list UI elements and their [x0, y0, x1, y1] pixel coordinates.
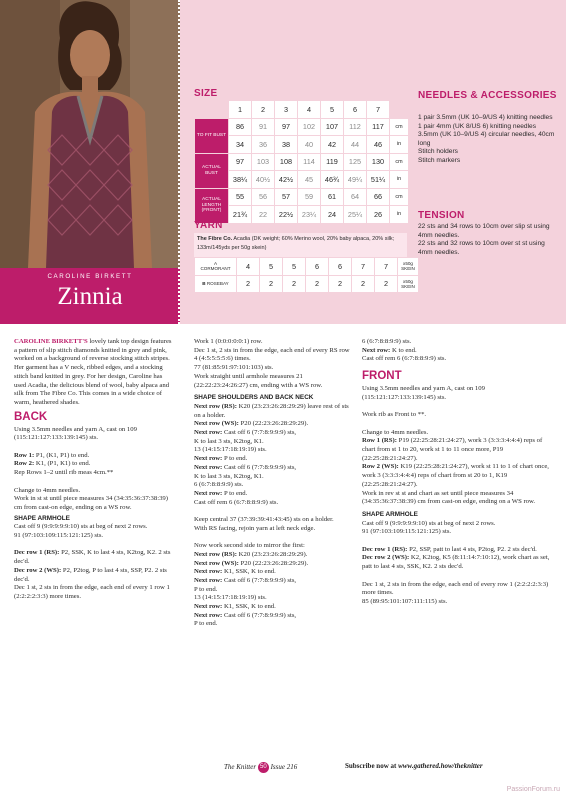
front-heading: FRONT [362, 370, 402, 383]
title-banner [0, 268, 180, 324]
footer-right: Subscribe now at www.gathered.how/theknitter [345, 762, 483, 770]
row-label: ACTUAL LENGTH (FRONT) [195, 189, 228, 223]
needles-heading: NEEDLES & ACCESSORIES [418, 90, 557, 101]
model-photo [0, 0, 180, 268]
row-label: TO FIT BUST [195, 119, 228, 153]
actual-bust-in-row: 38¼ 40½ 42½ 45 46¾ 49¼ 51¼ in [195, 171, 408, 188]
row-label: ACTUAL BUST [195, 154, 228, 188]
pattern-title: Zinnia [57, 283, 123, 310]
page-number: 50 [258, 762, 269, 773]
shape-armhole-heading: SHAPE ARMHOLE [14, 514, 70, 522]
actual-bust-cm-row: ACTUAL BUST 97 103 108 114 119 125 130 cm [195, 154, 408, 171]
yarn-table [194, 257, 419, 293]
column-2: Work 1 (0:0:0:0:0:1) row. Dec 1 st, 2 sts in from the edge, each end of every RS row 4 (4:5:5:5:5:6) times. 77 (81:85:91:97:101:103) sts. Work straight until armhole measures 21 (22:22:23:24:26:27) cm, ending with a WS row. SHAPE SHOULDERS AND BACK NECK Next row (RS): K20 (23:23:26:28:29:29) leave rest of sts on a holder. Next row (WS): P20 (22:23:26:28:29:29). Next row: Cast off 6 (7:7:8:9:9:9) sts, K to last 3 sts, K2tog, K1. 13 (14:15:17:18:19:19) sts. Next row: P to end. Next row: Cast off 6 (7:7:8:9:9:9) sts, K to last 3 sts, K2tog, K1. 6 (6:7:8:8:9:9) sts. Next row: P to end. Cast off rem 6 (6:7:8:8:9:9) sts. Keep central 37 (37:39:39:41:43:45) sts on a holder. With RS facing, rejoin yarn at left neck edge. Now work second side to mirror the first: Next row (RS): K20 (23:23:26:28:29:29). Next row (WS): P20 (22:23:26:28:29:29). Next row: K1, SSK, K to end. Next row: Cast off 6 (7:7:8:9:9:9) sts, P to end. 13 (14:15:17:18:19:19) sts. Next row: K1, SSK, K to end. Next row: Cast off 6 (7:7:8:9:9:9) sts, P to end. [194, 338, 354, 629]
size-header-row: 1 2 3 4 5 6 7 [195, 101, 408, 118]
size-table [194, 100, 409, 224]
tension-text: 22 sts and 34 rows to 10cm over slip st using 4mm needles. 22 sts and 32 rows to 10cm over st st using 4mm needles. [418, 223, 550, 256]
actual-length-cm-row: ACTUAL LENGTH (FRONT) 55 56 57 59 61 64 66 cm [195, 189, 408, 206]
designer-name: CAROLINE BIRKETT [47, 273, 133, 280]
needles-list: 1 pair 3.5mm (UK 10–9/US 4) knitting needles 1 pair 4mm (UK 8/US 6) knitting needles 3.5mm (UK 10–9/US 4) circular needles, 40cm long Stitch holders Stitch markers [418, 114, 555, 164]
footer-left: The Knitter 50 Issue 216 [224, 763, 298, 772]
watermark: PassionForum.ru [506, 786, 560, 793]
back-heading: BACK [14, 410, 48, 423]
yarn-heading: YARN [194, 220, 223, 231]
yarn-description: The Fibre Co. Acadia (DK weight; 60% Merino wool, 20% baby alpaca, 20% silk; 133m/145yds per 50g skein) [194, 233, 407, 257]
actual-length-in-row: 21¾ 22 22½ 23¼ 24 25¼ 26 in [195, 206, 408, 223]
tension-heading: TENSION [418, 210, 465, 221]
to-fit-bust-in-row: 34 36 38 40 42 44 46 in [195, 136, 408, 153]
size-heading: SIZE [194, 88, 218, 99]
intro-paragraph: CAROLINE BIRKETT'S lovely tank top design features a pattern of slip stitch diamonds knitted in grey and pink, worked on a background of reverse stocking stitch stripes. Her garment has a V neck, ribbed edges, and a stocking stitch band knitted in grey. For her design, Caroline has used Acadia, the delicious blend of wool, baby alpaca and silk from The Fibre Co. This comes in a wide choice of warm, heathered shades. [14, 338, 172, 406]
yarn-row-a: A CORMORANT 4 5 5 6 6 7 7 x50g SKEIN [195, 258, 418, 275]
column-1: CAROLINE BIRKETT'S lovely tank top design features a pattern of slip stitch diamonds knitted in grey and pink, worked on a background of reverse stocking stitch stripes. Her garment has a V neck, ribbed edges, and a stocking stitch band knitted in grey. For her design, Caroline has used Acadia, the delicious blend of wool, baby alpaca and silk from The Fibre Co. This comes in a wide choice of warm, heathered shades. BACK Using 3.5mm needles and yarn A, cast on 109 (115:121:127:133:139:145) sts. Row 1: P1, (K1, P1) to end. Row 2: K1, (P1, K1) to end. Rep Rows 1–2 until rib meas 4cm.** Change to 4mm needles. Work in st st until piece measures 34 (34:35:36:37:38:39) cm from cast-on edge, ending on a WS row. SHAPE ARMHOLE Cast off 9 (9:9:9:9:9:10) sts at beg of next 2 rows. 91 (97:103:109:115:121:125) sts. Dec row 1 (RS): P2, SSK, K to last 4 sts, K2tog, K2. 2 sts dec'd. Dec row 2 (WS): P2, P2tog, P to last 4 sts, SSP, P2. 2 sts dec'd. Dec 1 st, 2 sts in from the edge, each end of every 1 row 1 (2:2:2:2:3:3) more times. [14, 338, 174, 602]
yarn-row-b: B ROSEBAY 2 2 2 2 2 2 2 x50g SKEIN [195, 276, 418, 293]
perforated-edge [178, 0, 182, 324]
to-fit-bust-cm-row: TO FIT BUST 86 91 97 102 107 112 117 cm [195, 119, 408, 136]
shape-shoulders-heading: SHAPE SHOULDERS AND BACK NECK [194, 394, 314, 402]
front-armhole-heading: SHAPE ARMHOLE [362, 510, 418, 518]
column-3: 6 (6:7:8:8:9:9) sts. Next row: K to end. Cast off rem 6 (6:7:8:8:9:9) sts. FRONT Using 3.5mm needles and yarn A, cast on 109 (115:121:127:133:139:145) sts. Work rib as Front to **. Change to 4mm needles. Row 1 (RS): P19 (22:25:28:21:24:27), work 3 (3:3:3:4:4:4) reps of chart from st 1 to 20, work st 1 to 11 once more, P19 (22:25:28:21:24:27). Row 2 (WS): K19 (22:25:28:21:24:27), work st 11 to 1 of chart once, work 3 (3:3:3:4:4:4) reps of chart from st 20 to 1, K19 (22:25:28:21:24:27). Work in rev st st and chart as set until piece measures 34 (34:35:36:37:38:39) cm from cast-on edge, ending on a WS row. SHAPE ARMHOLE Cast off 9 (9:9:9:9:9:10) sts at beg of next 2 rows. 91 (97:103:109:115:121:125) sts. Dec row 1 (RS): P2, SSP, patt to last 4 sts, P2tog, P2. 2 sts dec'd. Dec row 2 (WS): K2, K2tog, K5 (8:11:14:7:10:12), work chart as set, patt to last 4 sts, SSK, K2. 2 sts dec'd. Dec 1 st, 2 sts in from the edge, each end of every row 1 (2:2:2:2:3:3) more times. 85 (89:95:101:107:111:115) sts. [362, 338, 554, 607]
